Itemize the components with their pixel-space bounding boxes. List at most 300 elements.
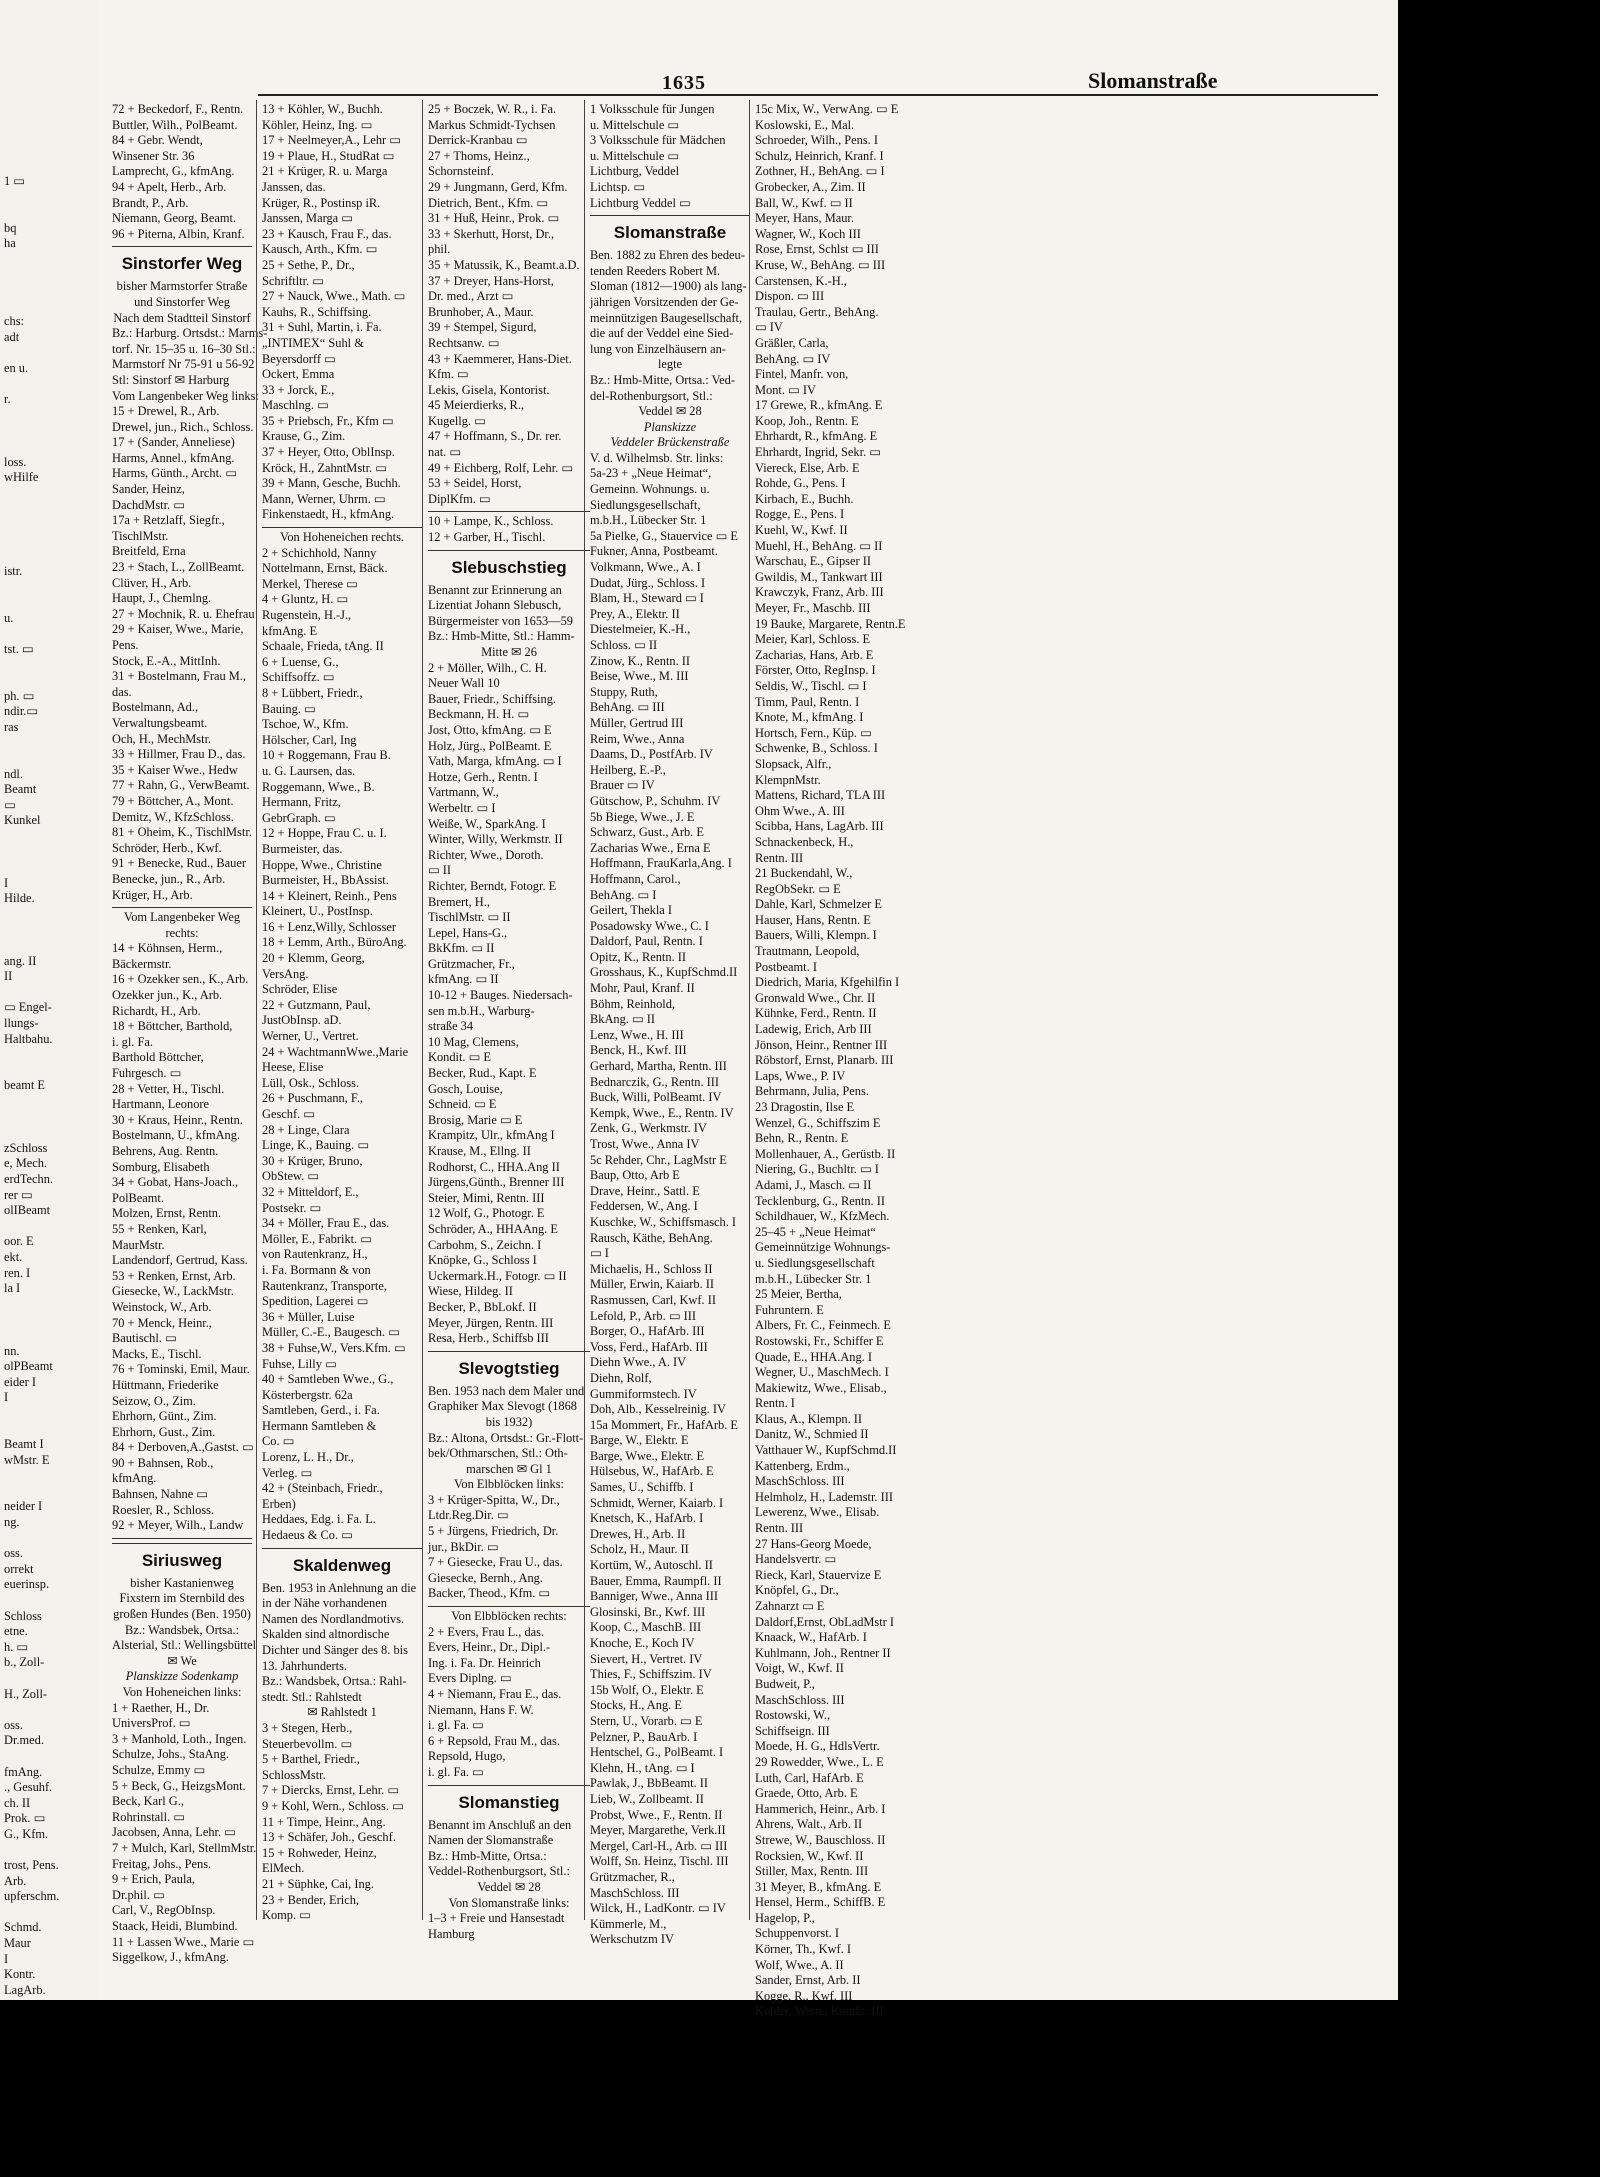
section-divider xyxy=(428,511,590,512)
directory-entry: Ball, W., Kwf. ▭ II xyxy=(755,195,853,210)
directory-entry: 28 + Linge, Clara xyxy=(262,1122,350,1137)
header-rule xyxy=(258,94,1378,96)
directory-entry: BkKfm. ▭ II xyxy=(428,941,495,956)
directory-entry: 26 + Puschmann, F., xyxy=(262,1091,363,1106)
directory-entry: Röbstorf, Ernst, Planarb. III xyxy=(755,1053,894,1068)
directory-entry: 21 + Süphke, Cai, Ing. xyxy=(262,1876,374,1891)
directory-entry: 12 + Hoppe, Frau C. u. I. xyxy=(262,826,387,841)
directory-entry: Kruse, W., BehAng. ▭ III xyxy=(755,257,886,272)
directory-entry: Markus Schmidt-Tychsen xyxy=(428,117,556,132)
directory-entry: 39 + Mann, Gesche, Buchh. xyxy=(262,476,401,491)
directory-entry: BkAng. ▭ II xyxy=(590,1012,656,1027)
column-4 xyxy=(590,102,750,1948)
previous-page-fragment: la I xyxy=(4,1281,21,1296)
previous-page-fragment: Maur xyxy=(4,1936,31,1951)
street-note: Fixstern im Sternbild des xyxy=(119,1591,245,1606)
directory-entry: Ehrhorn, Günt., Zim. xyxy=(112,1409,217,1424)
directory-entry: Bz.: Hmb-Mitte, Stl.: Hamm- xyxy=(428,629,575,644)
directory-entry: Merkel, Therese ▭ xyxy=(262,576,358,591)
directory-entry: Bauer, Friedr., Schiffsing. xyxy=(428,691,556,706)
directory-entry: Wiese, Hildeg. II xyxy=(428,1284,513,1299)
street-note: Planskizze Sodenkamp xyxy=(125,1669,239,1684)
directory-entry: Budweit, P., xyxy=(755,1676,815,1691)
directory-entry: Müller, C.-E., Baugesch. ▭ xyxy=(262,1325,400,1340)
directory-entry: Kuschke, W., Schiffsmasch. I xyxy=(590,1214,737,1229)
directory-entry: Harms, Annel., kfmAng. xyxy=(112,450,235,465)
directory-entry: m.b.H., Lübecker Str. 1 xyxy=(590,513,707,528)
directory-entry: Veddel-Rothenburgsort, Stl.: xyxy=(428,1864,570,1879)
directory-entry: Klehn, H., tAng. ▭ I xyxy=(590,1760,695,1775)
previous-page-fragment xyxy=(0,1843,98,1859)
directory-entry: MaschSchloss. III xyxy=(755,1474,845,1489)
directory-entry: Rohde, G., Pens. I xyxy=(755,476,846,491)
directory-entry: Schröder, A., HHAAng. E xyxy=(428,1221,558,1236)
directory-entry: 3 + Manhold, Loth., Ingen. xyxy=(112,1731,247,1746)
directory-entry: 40 + Samtleben Wwe., G., xyxy=(262,1372,394,1387)
directory-entry: Harms, Günth., Archt. ▭ xyxy=(112,466,237,481)
directory-entry: ▭ IV xyxy=(755,320,783,335)
scan-background xyxy=(0,2000,1600,2177)
directory-entry: Quade, E., HHA.Ang. I xyxy=(755,1349,872,1364)
street-note: bisher Kastanienweg xyxy=(130,1575,234,1590)
directory-entry: Werkschutzm IV xyxy=(590,1932,674,1947)
directory-entry: Muehl, H., BehAng. ▭ II xyxy=(755,538,883,553)
directory-entry: Doh, Alb., Kesselreinig. IV xyxy=(590,1402,726,1417)
directory-entry: Postsekr. ▭ xyxy=(262,1200,322,1215)
directory-entry: Fuhrgesch. ▭ xyxy=(112,1066,182,1081)
previous-page-fragment: Haltbahu. xyxy=(4,1031,53,1046)
directory-entry: 13 + Köhler, W., Buchh. xyxy=(262,102,383,116)
directory-entry: die auf der Veddel eine Sied- xyxy=(590,326,734,341)
directory-entry: Ahrens, Walt., Arb. II xyxy=(755,1817,863,1832)
directory-entry: Koslowski, E., Mal. xyxy=(755,117,855,132)
previous-page-fragment: zSchloss xyxy=(4,1140,48,1155)
directory-entry: Daams, D., PostfArb. IV xyxy=(590,747,713,762)
directory-entry: Dahle, Karl, Schmelzer E xyxy=(755,897,882,912)
directory-entry: Rentn. III xyxy=(755,850,804,865)
directory-entry: 92 + Meyer, Wilh., Landw xyxy=(112,1518,244,1533)
directory-entry: Carbohm, S., Zeichn. I xyxy=(428,1237,542,1252)
directory-entry: 14 + Köhnsen, Herm., xyxy=(112,941,223,956)
previous-page-fragment: b., Zoll- xyxy=(4,1655,45,1670)
previous-page-fragment: wHilfe xyxy=(4,470,39,485)
directory-entry: Rautenkranz, Transporte, xyxy=(262,1278,387,1293)
street-heading: Sinstorfer Weg xyxy=(121,254,243,274)
directory-entry: Timm, Paul, Rentn. I xyxy=(755,694,860,709)
directory-entry: Zinow, K., Rentn. II xyxy=(590,653,691,668)
section-divider xyxy=(112,246,252,247)
directory-entry: 15a Mommert, Fr., HafArb. E xyxy=(590,1417,738,1432)
directory-entry: Kohler, Wern., Kondit. III xyxy=(755,2004,884,2019)
directory-entry: Hagelop, P., xyxy=(755,1910,815,1925)
directory-entry: bek/Othmarschen, Stl.: Oth- xyxy=(428,1446,568,1461)
previous-page-fragment: G., Kfm. xyxy=(4,1826,49,1841)
directory-entry: Ohm Wwe., A. III xyxy=(755,803,845,818)
previous-page-fragment: erdTechn. xyxy=(4,1171,54,1186)
street-note: Veddel ✉ 28 xyxy=(638,404,702,419)
directory-entry: Krüger, H., Arb. xyxy=(112,887,193,902)
directory-entry: Rocksien, W., Kwf. II xyxy=(755,1848,864,1863)
directory-entry: Klaus, A., Klempn. II xyxy=(755,1411,863,1426)
directory-entry: Schulze, Emmy ▭ xyxy=(112,1762,206,1777)
directory-entry: 96 + Piterna, Albin, Kranf. xyxy=(112,226,245,241)
previous-page-fragment xyxy=(0,673,98,689)
previous-page-fragment: oss. xyxy=(4,1546,23,1561)
directory-entry: 34 + Gobat, Hans-Joach., xyxy=(112,1175,239,1190)
directory-entry: TischlMstr. ▭ II xyxy=(428,910,511,925)
previous-page-fragment: chs: xyxy=(4,314,24,329)
previous-page-fragment xyxy=(0,112,98,128)
directory-entry: Landendorf, Gertrud, Kass. xyxy=(112,1253,248,1268)
directory-entry: JustObInsp. aD. xyxy=(262,1013,342,1028)
directory-entry: Meyer, Jürgen, Rentn. III xyxy=(428,1315,554,1330)
directory-entry: Niemann, Hans F. W. xyxy=(428,1702,534,1717)
directory-entry: 16 + Ozekker sen., K., Arb. xyxy=(112,972,249,987)
directory-entry: Diestelmeier, K.-H., xyxy=(590,622,691,637)
previous-page-fragment: ndir.▭ xyxy=(4,704,39,719)
previous-page-fragment xyxy=(0,845,98,861)
previous-page-fragment xyxy=(0,190,98,206)
directory-entry: Schornsteinf. xyxy=(428,164,494,179)
directory-entry: 45 Meierdierks, R., xyxy=(428,398,525,413)
directory-entry: Mergel, Carl-H., Arb. ▭ III xyxy=(590,1838,728,1853)
directory-entry: Macks, E., Tischl. xyxy=(112,1346,202,1361)
directory-entry: Kondit. ▭ E xyxy=(428,1050,491,1065)
directory-entry: Rieck, Karl, Stauervize E xyxy=(755,1567,882,1582)
directory-entry: Makiewitz, Wwe., Elisab., xyxy=(755,1380,887,1395)
directory-entry: Namen des Nordlandmotivs. xyxy=(262,1611,405,1626)
directory-entry: 14 + Kleinert, Reinh., Pens xyxy=(262,888,397,903)
directory-entry: Brosig, Marie ▭ E xyxy=(428,1112,523,1127)
directory-entry: Backer, Theod., Kfm. ▭ xyxy=(428,1586,551,1601)
directory-entry: Rugenstein, H.-J., xyxy=(262,608,352,622)
directory-entry: Schulz, Heinrich, Kranf. I xyxy=(755,148,884,163)
directory-entry: Kortüm, W., Autoschl. II xyxy=(590,1558,713,1573)
directory-entry: Zahnarzt ▭ E xyxy=(755,1599,825,1613)
directory-entry: Stern, U., Vorarb. ▭ E xyxy=(590,1713,703,1728)
directory-entry: Knöpke, G., Schloss I xyxy=(428,1253,537,1268)
directory-entry: Schnackenbeck, H., xyxy=(755,834,854,849)
directory-entry: 91 + Benecke, Rud., Bauer xyxy=(112,856,246,871)
directory-entry: Rogge, E., Pens. I xyxy=(755,507,845,522)
previous-page-fragment: Schloss xyxy=(4,1608,42,1623)
directory-entry: Sander, Ernst, Arb. II xyxy=(755,1973,861,1988)
directory-entry: Köhler, Heinz, Ing. ▭ xyxy=(262,117,373,132)
street-note: marschen ✉ Gl 1 xyxy=(466,1461,552,1476)
directory-entry: Bz.: Wandsbek, Ortsa.: Rahl- xyxy=(262,1674,407,1689)
directory-entry: Ladewig, Erich, Arb III xyxy=(755,1022,872,1037)
directory-entry: Schloss. ▭ II xyxy=(590,638,658,652)
previous-page-fragment: ha xyxy=(4,236,16,251)
directory-entry: Ehrhorn, Gust., Zim. xyxy=(112,1424,216,1439)
directory-entry: sen m.b.H., Warburg- xyxy=(428,1003,535,1018)
directory-entry: 24 + WachtmannWwe.,Marie xyxy=(262,1044,409,1059)
directory-entry: 30 + Krüger, Bruno, xyxy=(262,1153,363,1168)
directory-entry: 27 Hans-Georg Moede, xyxy=(755,1536,872,1551)
column-2 xyxy=(262,102,422,1924)
directory-entry: Hüttmann, Friederike xyxy=(112,1377,219,1392)
previous-page-fragment: h. ▭ xyxy=(4,1639,29,1654)
directory-entry: 4 + Gluntz, H. ▭ xyxy=(262,592,349,607)
directory-entry: Drewes, H., Arb. II xyxy=(590,1526,686,1541)
directory-entry: Stuppy, Ruth, xyxy=(590,684,658,699)
directory-entry: Bostelmann, U., kfmAng. xyxy=(112,1128,241,1143)
directory-entry: Krawczyk, Franz, Arb. III xyxy=(755,585,884,600)
directory-entry: Grützmacher, Fr., xyxy=(428,956,515,971)
previous-page-fragment xyxy=(0,1094,98,1110)
directory-entry: Fukner, Anna, Postbeamt. xyxy=(590,544,718,559)
previous-page-fragment xyxy=(0,1671,98,1687)
directory-entry: Heese, Elise xyxy=(262,1060,324,1075)
previous-page-fragment xyxy=(0,1312,98,1328)
directory-entry: 84 + Gebr. Wendt, xyxy=(112,133,203,148)
directory-entry: BehAng. ▭ IV xyxy=(755,351,831,366)
directory-entry: Müller, Gertrud III xyxy=(590,715,684,730)
directory-entry: 12 + Garber, H., Tischl. xyxy=(428,530,546,545)
previous-page-fragment: 1 ▭ xyxy=(4,173,25,188)
directory-entry: meinnützigen Baugesellschaft, xyxy=(590,310,743,325)
street-heading: Siriusweg xyxy=(141,1550,223,1570)
directory-entry: 1–3 + Freie und Hansestadt xyxy=(428,1911,565,1926)
directory-entry: Trost, Wwe., Anna IV xyxy=(590,1137,700,1151)
directory-entry: Traulau, Gertr., BehAng. xyxy=(755,304,879,319)
directory-entry: Komp. ▭ xyxy=(262,1908,311,1923)
directory-entry: Buttler, Wilh., PolBeamt. xyxy=(112,117,238,132)
directory-entry: Rohrinstall. ▭ xyxy=(112,1809,185,1824)
directory-entry: V. d. Wilhelmsb. Str. links: xyxy=(590,450,724,465)
previous-page-fragment: ng. xyxy=(4,1515,20,1530)
directory-entry: Gemeinnützige Wohnungs- xyxy=(755,1240,891,1255)
previous-page-fragment xyxy=(0,595,98,611)
section-divider xyxy=(428,1785,590,1786)
directory-entry: kfmAng. E xyxy=(262,623,318,638)
directory-entry: Uckermark.H., Fotogr. ▭ II xyxy=(428,1268,567,1283)
directory-entry: Evers, Heinr., Dr., Dipl.- xyxy=(428,1640,551,1655)
directory-entry: Pens. xyxy=(112,638,139,652)
directory-entry: Hortsch, Fern., Küp. ▭ xyxy=(755,725,872,740)
directory-entry: Hermann, Fritz, xyxy=(262,795,341,810)
directory-entry: Dietrich, Bent., Kfm. ▭ xyxy=(428,195,549,210)
directory-entry: Geschf. ▭ xyxy=(262,1107,315,1121)
directory-entry: Resa, Herb., Schiffsb III xyxy=(428,1331,549,1346)
directory-entry: Schulze, Johs., StaAng. xyxy=(112,1747,230,1762)
directory-entry: Repsold, Hugo, xyxy=(428,1749,506,1764)
directory-entry: Müller, Erwin, Kaiarb. II xyxy=(590,1277,715,1292)
directory-entry: Schiffsoffz. ▭ xyxy=(262,670,335,685)
directory-entry: Mattens, Richard, TLA III xyxy=(755,788,886,803)
directory-entry: Schildhauer, W., KfzMech. xyxy=(755,1209,890,1224)
directory-entry: 35 + Priebsch, Fr., Kfm ▭ xyxy=(262,413,394,428)
street-note: Planskizze xyxy=(643,419,697,434)
directory-entry: 33 + Hillmer, Frau D., das. xyxy=(112,747,246,762)
directory-entry: Vath, Marga, kfmAng. ▭ I xyxy=(428,754,562,769)
directory-entry: i. gl. Fa. xyxy=(112,1034,153,1049)
directory-entry: 25–45 + „Neue Heimat“ xyxy=(755,1224,876,1239)
section-divider xyxy=(262,1548,422,1549)
previous-page-fragment: Prok. ▭ xyxy=(4,1811,46,1826)
street-note: bisher Marmstorfer Straße xyxy=(116,279,248,294)
previous-page-fragment: ren. I xyxy=(4,1265,31,1280)
previous-page-fragment: Kontr. xyxy=(4,1967,36,1982)
directory-entry: TischlMstr. xyxy=(112,528,169,543)
directory-entry: 5 + Barthel, Friedr., xyxy=(262,1752,360,1767)
column-separator xyxy=(422,100,423,1920)
directory-entry: 15 + Rohweder, Heinz, xyxy=(262,1845,377,1860)
directory-entry: Lieb, W., Zollbeamt. II xyxy=(590,1791,704,1806)
directory-entry: Wolf, Wwe., A. II xyxy=(755,1957,844,1972)
directory-entry: 28 + Vetter, H., Tischl. xyxy=(112,1081,225,1096)
directory-entry: Beise, Wwe., M. III xyxy=(590,669,689,684)
directory-entry: 84 + Derboven,A.,Gastst. ▭ xyxy=(112,1440,254,1455)
directory-entry: DiplKfm. ▭ xyxy=(428,491,491,506)
directory-entry: Dr. med., Arzt ▭ xyxy=(428,289,514,304)
street-note: Von Hoheneichen links: xyxy=(122,1685,242,1699)
previous-page-fragment xyxy=(0,1468,98,1484)
directory-entry: 13. Jahrhunderts. xyxy=(262,1658,347,1673)
directory-entry: 25 + Sethe, P., Dr., xyxy=(262,257,355,272)
directory-entry: Lenz, Wwe., H. III xyxy=(590,1027,684,1042)
directory-entry: Lekis, Gisela, Kontorist. xyxy=(428,382,550,397)
directory-entry: Rasmussen, Carl, Kwf. II xyxy=(590,1292,716,1307)
previous-page-fragment: ras xyxy=(4,719,19,734)
directory-entry: u. G. Laursen, das. xyxy=(262,763,356,778)
directory-entry: 17 Grewe, R., kfmAng. E xyxy=(755,398,883,413)
directory-entry: 15c Mix, W., VerwAng. ▭ E xyxy=(755,102,899,116)
directory-entry: Blam, H., Steward ▭ I xyxy=(590,591,704,606)
directory-entry: Schröder, Herb., Kwf. xyxy=(112,840,222,855)
street-note: Von Elbblöcken rechts: xyxy=(451,1609,567,1624)
directory-entry: Pawlak, J., BbBeamt. II xyxy=(590,1776,709,1791)
directory-entry: Wilck, H., LadKontr. ▭ IV xyxy=(590,1901,726,1916)
column-separator xyxy=(749,100,750,1920)
directory-entry: Bauing. ▭ xyxy=(262,701,316,716)
directory-entry: Danitz, W., Schmied II xyxy=(755,1427,869,1442)
directory-entry: Carstensen, K.-H., xyxy=(755,273,847,288)
directory-entry: Viereck, Else, Arb. E xyxy=(755,460,860,475)
previous-page-fragment xyxy=(0,1484,98,1500)
directory-entry: 2 + Schichhold, Nanny xyxy=(262,545,377,560)
directory-entry: Handelsvertr. ▭ xyxy=(755,1552,837,1567)
directory-entry: Hensel, Herm., SchiffB. E xyxy=(755,1895,886,1910)
previous-page-fragment xyxy=(0,1047,98,1063)
directory-entry: kfmAng. xyxy=(112,1471,157,1486)
directory-entry: Meyer, Fr., Maschb. III xyxy=(755,601,871,615)
directory-entry: 19 + Plaue, H., StudRat ▭ xyxy=(262,148,395,163)
directory-entry: 27 + Thoms, Heinz., xyxy=(428,148,530,163)
directory-entry: Seldis, W., Tischl. ▭ I xyxy=(755,678,867,693)
directory-entry: Samtleben, Gerd., i. Fa. xyxy=(262,1403,380,1418)
directory-entry: Ehrhardt, R., kfmAng. E xyxy=(755,429,878,444)
street-note: Veddeler Brückenstraße xyxy=(610,435,730,450)
previous-page-fragment xyxy=(0,1702,98,1718)
directory-entry: UniversProf. ▭ xyxy=(112,1716,191,1731)
directory-entry: Bremert, H., xyxy=(428,894,490,909)
directory-entry: Janssen, Marga ▭ xyxy=(262,211,353,226)
directory-entry: Pelzner, P., BauArb. I xyxy=(590,1729,698,1744)
directory-entry: Hartmann, Leonore xyxy=(112,1097,210,1112)
street-note: Von Elbblöcken links: xyxy=(454,1477,564,1492)
previous-page-fragment xyxy=(0,1905,98,1921)
directory-entry: Baup, Otto, Arb E xyxy=(590,1168,680,1183)
directory-entry: Geilert, Thekla I xyxy=(590,903,672,918)
street-note: Von Hoheneichen rechts. xyxy=(280,530,404,545)
directory-entry: Kausch, Arth., Kfm. ▭ xyxy=(262,242,378,257)
directory-entry: Rose, Ernst, Schlst ▭ III xyxy=(755,242,879,257)
directory-entry: Diedrich, Maria, Kfgehilfin I xyxy=(755,975,900,990)
directory-entry: Tschoe, W., Kfm. xyxy=(262,717,349,732)
directory-entry: 4 + Niemann, Frau E., das. xyxy=(428,1687,562,1701)
directory-entry: Heddaes, Edg. i. Fa. L. xyxy=(262,1512,376,1527)
directory-entry: Dichter und Sänger des 8. bis xyxy=(262,1643,408,1657)
previous-page-fragment: neider I xyxy=(4,1499,43,1514)
previous-page-fragment: ekt. xyxy=(4,1249,23,1264)
directory-entry: 8 + Lübbert, Friedr., xyxy=(262,685,363,700)
previous-page-fragment: Beamt I xyxy=(4,1437,44,1452)
directory-entry: m.b.H., Lübecker Str. 1 xyxy=(755,1271,872,1286)
street-note: und Sinstorfer Weg xyxy=(134,294,230,309)
directory-entry: Daldorf,Ernst, ObLadMstr I xyxy=(755,1614,895,1629)
directory-entry: Bautischl. ▭ xyxy=(112,1331,177,1346)
directory-entry: jur., BkDir. ▭ xyxy=(428,1539,499,1554)
section-divider xyxy=(590,215,750,216)
previous-page-fragment xyxy=(0,579,98,595)
directory-entry: Somburg, Elisabeth xyxy=(112,1159,210,1174)
previous-page-fragment: loss. xyxy=(4,454,27,469)
directory-entry: Behn, R., Rentn. E xyxy=(755,1131,849,1146)
directory-entry: Steuerbevollm. ▭ xyxy=(262,1736,353,1751)
directory-entry: 23 + Bender, Erich, xyxy=(262,1892,359,1907)
directory-entry: Sloman (1812—1900) als lang- xyxy=(590,279,747,294)
directory-entry: Derrick-Kranbau ▭ xyxy=(428,133,528,148)
directory-entry: 19 Bauke, Margarete, Rentn.E xyxy=(755,616,906,631)
directory-entry: Jönson, Heinr., Rentner III xyxy=(755,1037,888,1052)
directory-entry: Giesecke, W., LackMstr. xyxy=(112,1284,234,1299)
directory-entry: Giesecke, Bernh., Ang. xyxy=(428,1570,543,1585)
directory-entry: 11 + Timpe, Heinr., Ang. xyxy=(262,1814,386,1829)
directory-entry: Siedlungsgesellschaft, xyxy=(590,497,701,512)
directory-entry: Luth, Carl, HafArb. E xyxy=(755,1770,864,1785)
previous-page-fragment: e, Mech. xyxy=(4,1156,48,1171)
directory-entry: 2 + Evers, Frau L., das. xyxy=(428,1624,545,1639)
directory-entry: Bz.: Hmb-Mitte, Ortsa.: Ved- xyxy=(590,372,735,387)
directory-entry: Schuppenvorst. I xyxy=(755,1926,839,1941)
directory-entry: in der Nähe vorhandenen xyxy=(262,1596,387,1611)
directory-entry: u. Mittelschule ▭ xyxy=(590,117,680,132)
previous-page-fragment xyxy=(0,735,98,751)
directory-entry: Dispon. ▭ III xyxy=(755,289,825,304)
directory-entry: stedt. Stl.: Rahlstedt xyxy=(262,1689,362,1704)
directory-entry: Freitag, Johs., Pens. xyxy=(112,1856,212,1871)
directory-entry: 94 + Apelt, Herb., Arb. xyxy=(112,179,227,194)
previous-page-fragment xyxy=(0,985,98,1001)
directory-entry: 16 + Lenz,Willy, Schlosser xyxy=(262,919,397,934)
directory-entry: Kattenberg, Erdm., xyxy=(755,1458,850,1473)
directory-entry: 18 + Lemm, Arth., BüroAng. xyxy=(262,935,407,950)
directory-entry: Heilberg, E.-P., xyxy=(590,762,666,777)
directory-entry: Krause, M., Ellng. II xyxy=(428,1144,531,1158)
directory-entry: Meyer, Hans, Maur. xyxy=(755,211,854,226)
directory-entry: Michaelis, H., Schloss II xyxy=(590,1261,713,1276)
directory-entry: 5 + Jürgens, Friedrich, Dr. xyxy=(428,1524,559,1539)
directory-entry: 31 + Suhl, Martin, i. Fa. xyxy=(262,320,382,335)
directory-entry: Tecklenburg, G., Rentn. II xyxy=(755,1193,886,1208)
directory-entry: 42 + (Steinbach, Friedr., xyxy=(262,1481,383,1496)
previous-page-fragment xyxy=(0,1125,98,1141)
directory-entry: Bauers, Willi, Klempn. I xyxy=(755,928,877,943)
directory-entry: jährigen Vorsitzenden der Ge- xyxy=(590,294,739,309)
directory-entry: 6 + Luense, G., xyxy=(262,654,339,669)
previous-page-fragment: Hilde. xyxy=(4,891,35,906)
